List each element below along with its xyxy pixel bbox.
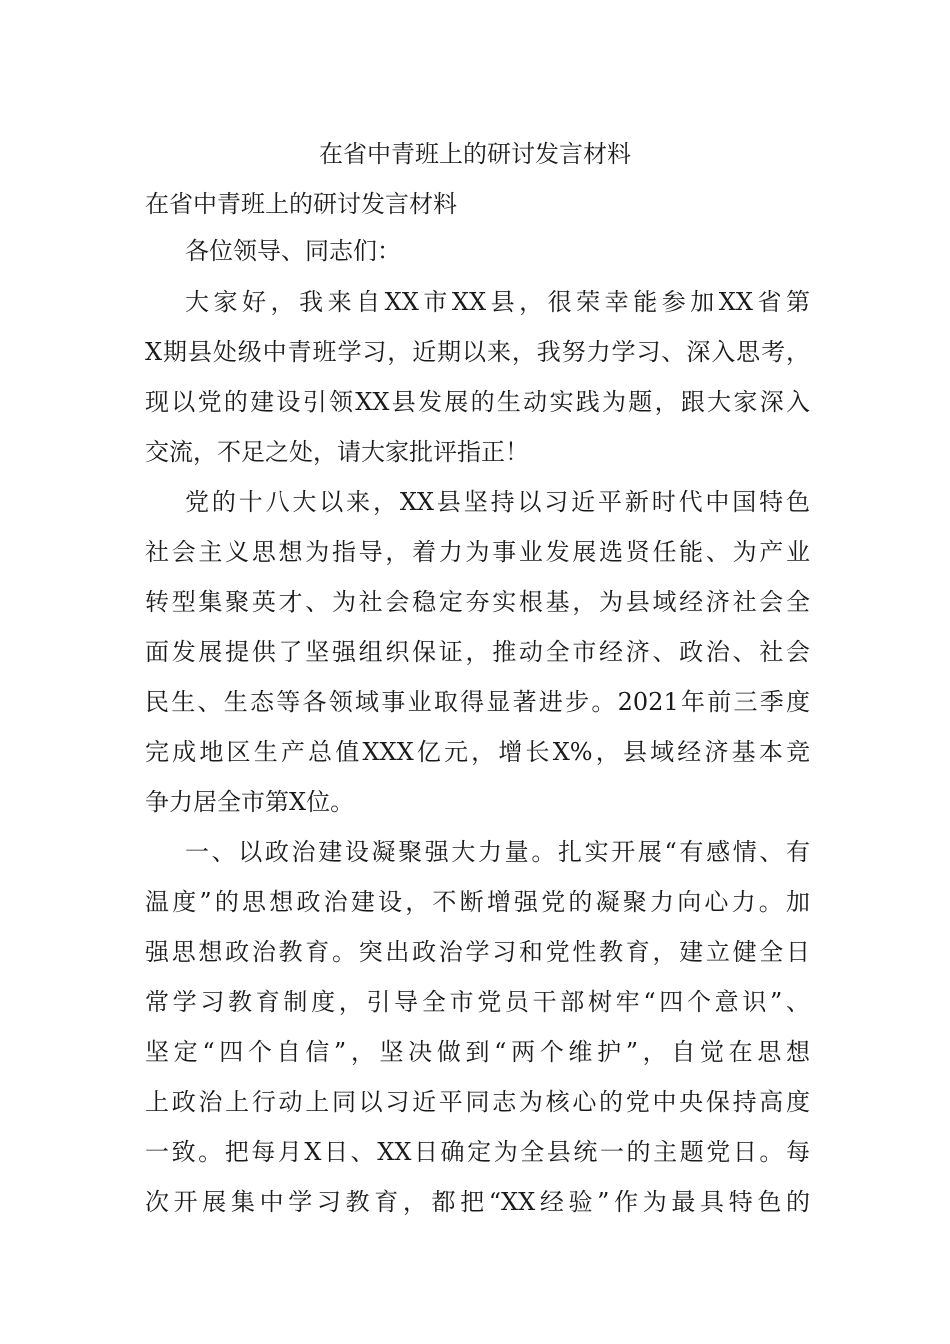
text-line: 转型集聚英才、为社会稳定夯实根基，为县域经济社会全: [145, 588, 810, 616]
text-line: 温度”的思想政治建设，不断增强党的凝聚力向心力。加: [145, 888, 810, 916]
text-line: 一致。把每月X日、XX日确定为全县统一的主题党日。每: [145, 1138, 810, 1166]
text-line: 完成地区生产总值XXX亿元，增长X%，县域经济基本竞: [145, 738, 810, 766]
text-line: 民生、生态等各领域事业取得显著进步。2021年前三季度: [145, 688, 810, 716]
document-title: 在省中青班上的研讨发言材料: [319, 140, 631, 168]
text-line: 坚定“四个自信”，坚决做到“两个维护”，自觉在思想: [145, 1038, 810, 1066]
text-line: 次开展集中学习教育，都把“XX经验”作为最具特色的: [145, 1188, 810, 1216]
text-line: 强思想政治教育。突出政治学习和党性教育，建立健全日: [145, 938, 810, 966]
text-line: 大家好，我来自XX市XX县，很荣幸能参加XX省第: [185, 288, 810, 316]
text-line: X期县处级中青班学习，近期以来，我努力学习、深入思考，: [145, 338, 810, 366]
text-line: 上政治上行动上同以习近平同志为核心的党中央保持高度: [145, 1088, 810, 1116]
text-line: 党的十八大以来，XX县坚持以习近平新时代中国特色: [185, 488, 810, 516]
text-line: 争力居全市第X位。: [145, 788, 355, 816]
salutation-line: 各位领导、同志们：: [185, 237, 401, 265]
text-line: 社会主义思想为指导，着力为事业发展选贤任能、为产业: [145, 538, 810, 566]
text-line: 一、以政治建设凝聚强大力量。扎实开展“有感情、有: [185, 838, 810, 866]
text-line: 常学习教育制度，引导全市党员干部树牢“四个意识”、: [145, 988, 810, 1016]
subtitle-line: 在省中青班上的研讨发言材料: [145, 190, 457, 218]
text-line: 面发展提供了坚强组织保证，推动全市经济、政治、社会: [145, 638, 810, 666]
text-line: 交流，不足之处，请大家批评指正！: [145, 438, 529, 466]
text-line: 现以党的建设引领XX县发展的生动实践为题，跟大家深入: [145, 388, 810, 416]
